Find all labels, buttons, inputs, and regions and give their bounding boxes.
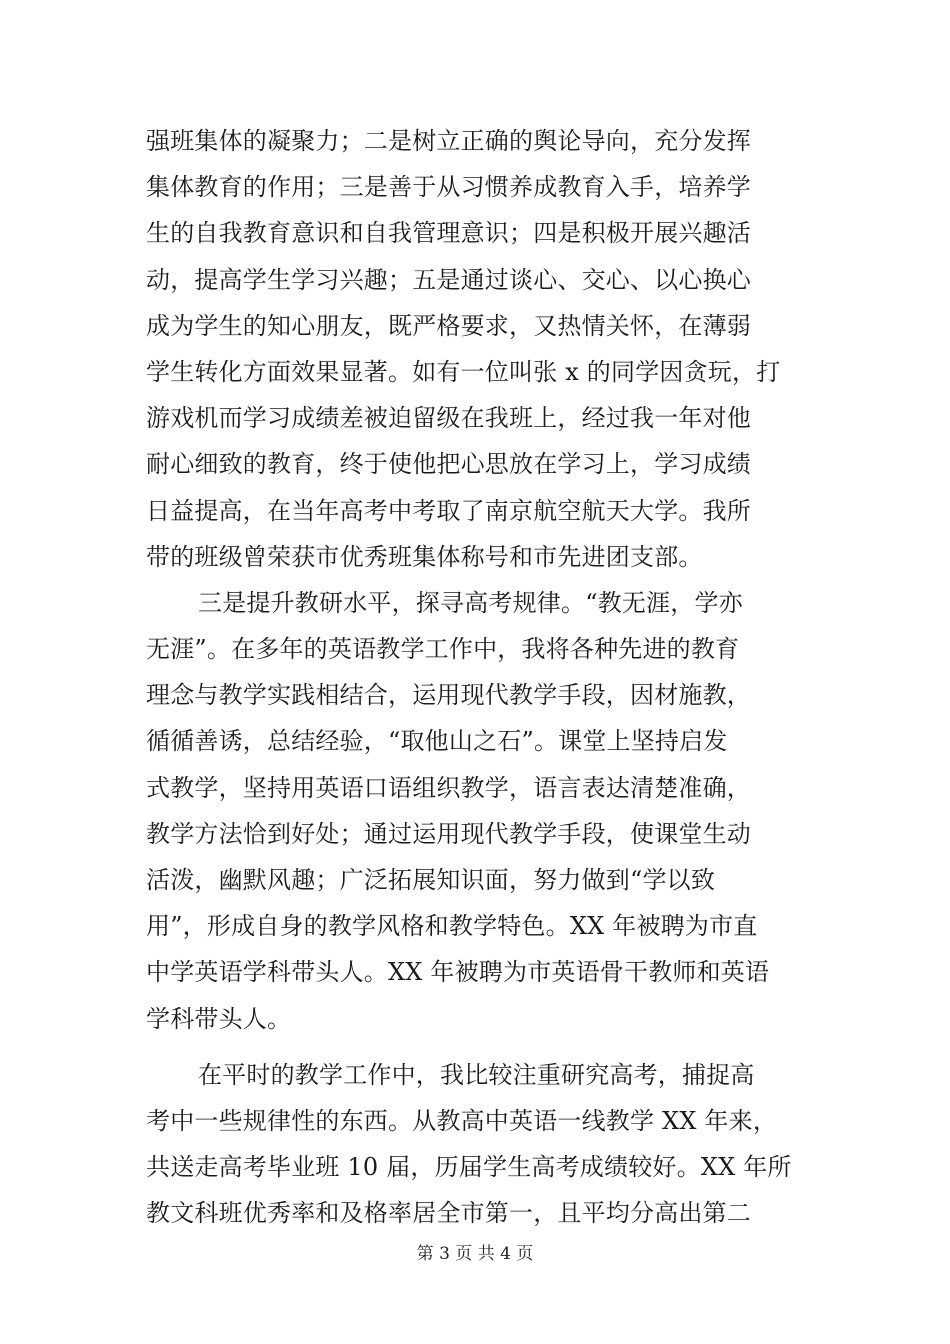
- text-line: 教文科班优秀率和及格率居全市第一，且平均分高出第二: [146, 1199, 751, 1228]
- text-line: 式教学，坚持用英语口语组织教学，语言表达清楚准确，: [146, 773, 751, 802]
- text-line: 理念与教学实践相结合，运用现代教学手段，因材施教，: [146, 681, 751, 710]
- text-line: 循循善诱，总结经验，“取他山之石”。课堂上坚持启发: [146, 727, 728, 756]
- text-line: 学生转化方面效果显著。如有一位叫张 x 的同学因贪玩，打: [146, 357, 781, 386]
- text-line: 学科带头人。: [146, 1004, 292, 1033]
- text-line: 成为学生的知心朋友，既严格要求，又热情关怀，在薄弱: [146, 311, 751, 340]
- paragraph-gap: [146, 1042, 806, 1052]
- text-line: 日益提高，在当年高考中考取了南京航空航天大学。我所: [146, 496, 751, 525]
- text-line: 活泼，幽默风趣；广泛拓展知识面，努力做到“学以致: [146, 866, 716, 894]
- text-line: 用”，形成自身的教学风格和教学特色。XX 年被聘为市直: [146, 912, 758, 941]
- text-line: 带的班级曾荣获市优秀班集体称号和市先进团支部。: [146, 542, 703, 571]
- text-line: 考中一些规律性的东西。从教高中英语一线教学 XX 年来，: [146, 1106, 778, 1135]
- text-line: 共送走高考毕业班 10 届，历届学生高考成绩较好。XX 年所: [146, 1153, 792, 1182]
- text-line: 动，提高学生学习兴趣；五是通过谈心、交心、以心换心: [146, 265, 751, 294]
- text-line: 中学英语学科带头人。XX 年被聘为市英语骨干教师和英语: [146, 958, 770, 987]
- text-line: 强班集体的凝聚力；二是树立正确的舆论导向，充分发挥: [146, 127, 751, 155]
- page-footer: 第 3 页 共 4 页: [416, 1244, 534, 1264]
- text-line: 集体教育的作用；三是善于从习惯养成教育入手，培养学: [146, 173, 751, 202]
- text-line: 耐心细致的教育，终于使他把心思放在学习上，学习成绩: [146, 450, 751, 479]
- text-line: 在平时的教学工作中，我比较注重研究高考，捕捉高: [198, 1060, 755, 1089]
- document-body: [146, 118, 806, 1237]
- text-line: 游戏机而学习成绩差被迫留级在我班上，经过我一年对他: [146, 404, 751, 433]
- text-line: 教学方法恰到好处；通过运用现代教学手段，使课堂生动: [146, 819, 751, 848]
- text-line: 无涯”。在多年的英语教学工作中，我将各种先进的教育: [146, 635, 740, 664]
- text-line: 三是提升教研水平，探寻高考规律。“教无涯，学亦: [198, 588, 743, 617]
- text-line: 生的自我教育意识和自我管理意识；四是积极开展兴趣活: [146, 219, 751, 248]
